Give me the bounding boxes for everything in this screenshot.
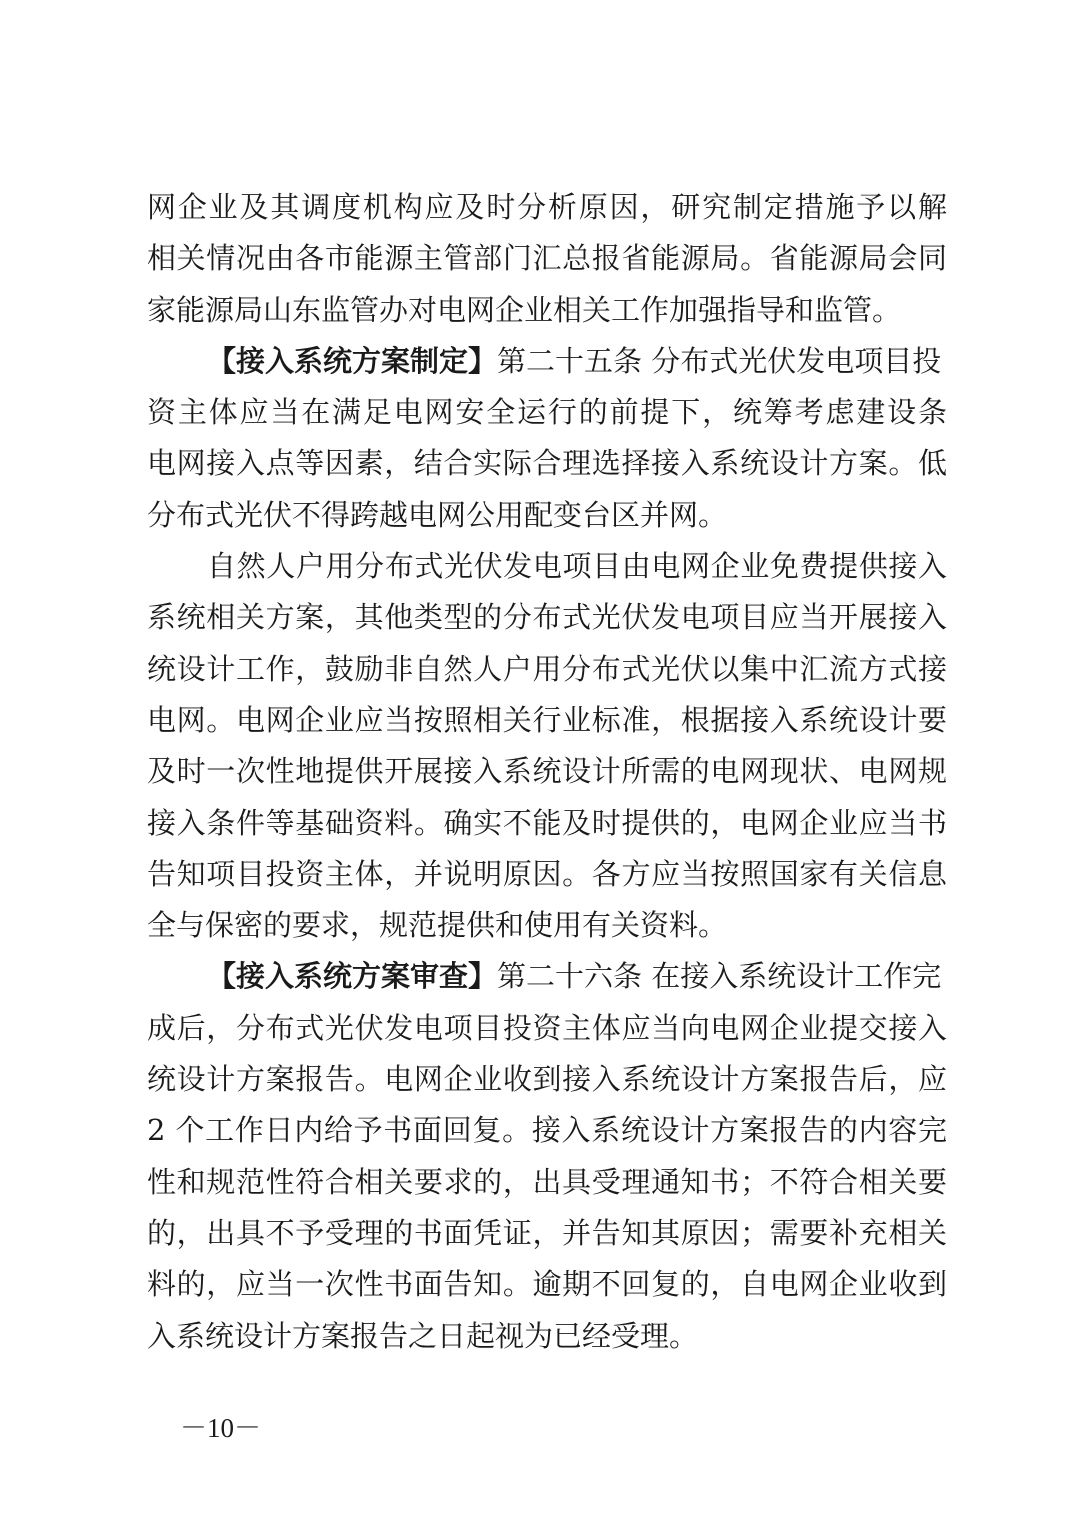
text-line: 统设计方案报告。电网企业收到接入系统设计方案报告后，应	[147, 1062, 947, 1097]
text-line: 第二十六条 在接入系统设计工作完	[497, 959, 942, 994]
text-line: 及时一次性地提供开展接入系统设计所需的电网现状、电网规	[147, 754, 947, 789]
text-line: 自然人户用分布式光伏发电项目由电网企业免费提供接入	[207, 549, 947, 584]
text-line: 的，出具不予受理的书面凭证，并告知其原因；需要补充相关	[147, 1215, 947, 1250]
text-line: 电网。电网企业应当按照相关行业标准，根据接入系统设计要	[147, 702, 947, 737]
text-line: 全与保密的要求，规范提供和使用有关资料。	[147, 908, 728, 943]
text-line: 成后，分布式光伏发电项目投资主体应当向电网企业提交接入	[147, 1010, 947, 1045]
article-25-first-line	[147, 336, 947, 387]
article-25-heading: 【接入系统方案制定】	[207, 343, 498, 378]
page-number: －10－	[180, 1413, 261, 1443]
text-line: 性和规范性符合相关要求的，出具受理通知书；不符合相关要	[147, 1164, 947, 1199]
document-body	[147, 182, 947, 1362]
text-line: 告知项目投资主体，并说明原因。各方应当按照国家有关信息	[147, 856, 947, 891]
text-line: 相关情况由各市能源主管部门汇总报省能源局。省能源局会同	[147, 241, 947, 276]
text-line: 2 个工作日内给予书面回复。接入系统设计方案报告的内容完	[147, 1113, 947, 1148]
article-26-first-line	[147, 951, 947, 1002]
text-line: 接入条件等基础资料。确实不能及时提供的，电网企业应当书	[147, 805, 947, 840]
text-line: 资主体应当在满足电网安全运行的前提下，统筹考虑建设条	[147, 395, 947, 430]
text-line: 网企业及其调度机构应及时分析原因，研究制定措施予以解	[147, 190, 947, 224]
text-line: 统设计工作，鼓励非自然人户用分布式光伏以集中汇流方式接	[147, 651, 947, 686]
text-line: 第二十五条 分布式光伏发电项目投	[497, 343, 942, 378]
text-line: 系统相关方案，其他类型的分布式光伏发电项目应当开展接入	[147, 600, 947, 635]
article-26-heading: 【接入系统方案审查】	[207, 959, 498, 994]
text-line: 入系统设计方案报告之日起视为已经受理。	[147, 1318, 699, 1353]
text-line: 电网接入点等因素，结合实际合理选择接入系统设计方案。低	[147, 446, 947, 481]
text-line: 家能源局山东监管办对电网企业相关工作加强指导和监管。	[147, 292, 902, 327]
text-line: 料的，应当一次性书面告知。逾期不回复的，自电网企业收到	[147, 1267, 947, 1302]
text-line: 分布式光伏不得跨越电网公用配变台区并网。	[147, 497, 728, 532]
